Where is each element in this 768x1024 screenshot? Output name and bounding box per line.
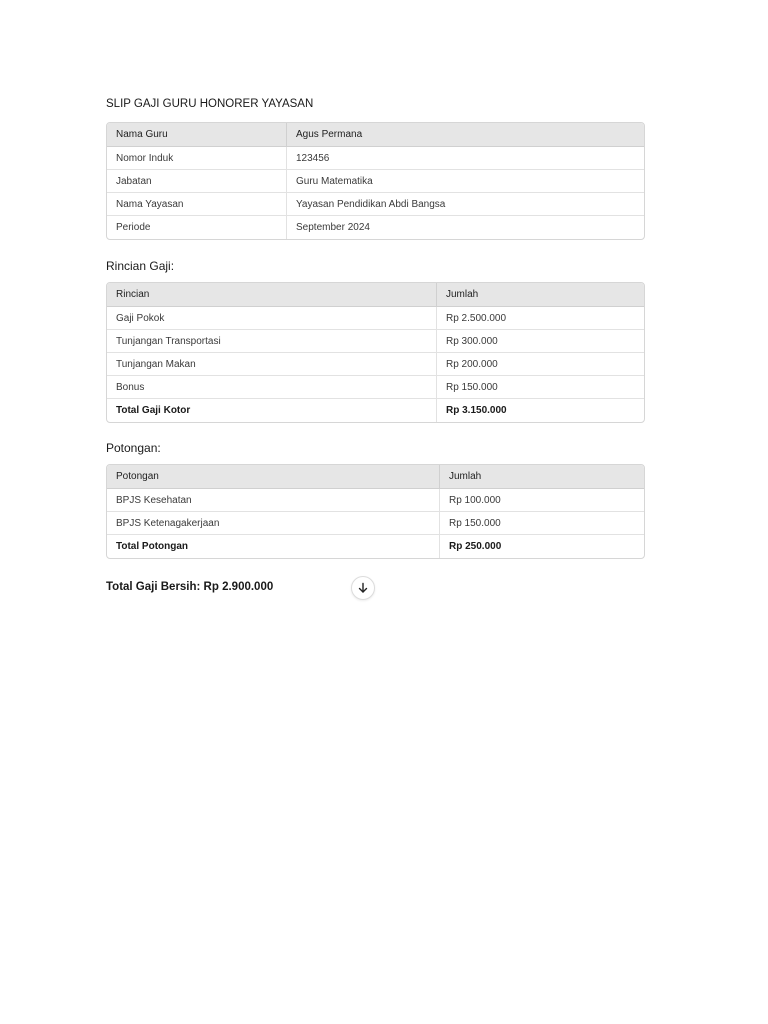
column-header: Jumlah <box>440 465 644 489</box>
footer <box>106 576 645 600</box>
deduction-amount: Rp 100.000 <box>440 489 644 512</box>
item-amount: Rp 150.000 <box>437 376 644 399</box>
info-label: Periode <box>107 216 287 239</box>
info-label: Nama Yayasan <box>107 193 287 216</box>
deduction-label: BPJS Kesehatan <box>107 489 440 512</box>
info-label: Jabatan <box>107 170 287 193</box>
teacher-info-table <box>106 122 645 240</box>
info-header-label: Nama Guru <box>107 123 287 147</box>
item-label: Gaji Pokok <box>107 307 437 330</box>
rincian-section-title: Rincian Gaji: <box>106 259 175 273</box>
column-header: Rincian <box>107 283 437 307</box>
info-header-value: Agus Permana <box>287 123 644 147</box>
info-value: Guru Matematika <box>287 170 644 193</box>
deductions-table <box>106 464 645 559</box>
page-title: SLIP GAJI GURU HONORER YAYASAN <box>106 98 314 110</box>
column-header: Jumlah <box>437 283 644 307</box>
total-row <box>107 399 644 422</box>
item-amount: Rp 2.500.000 <box>437 307 644 330</box>
table-row <box>107 216 644 239</box>
table-row <box>107 353 644 376</box>
table-row <box>107 330 644 353</box>
info-label: Nomor Induk <box>107 147 287 170</box>
arrow-down-icon <box>357 582 369 594</box>
total-row <box>107 535 644 558</box>
info-value: 123456 <box>287 147 644 170</box>
net-salary: Total Gaji Bersih: Rp 2.900.000 <box>106 581 274 593</box>
download-button[interactable] <box>351 576 375 600</box>
table-header-row <box>107 465 644 489</box>
table-row <box>107 307 644 330</box>
item-label: Tunjangan Makan <box>107 353 437 376</box>
potongan-section-title: Potongan: <box>106 441 161 455</box>
table-row <box>107 170 644 193</box>
deduction-label: BPJS Ketenagakerjaan <box>107 512 440 535</box>
table-row <box>107 376 644 399</box>
total-amount: Rp 3.150.000 <box>446 405 507 416</box>
item-label: Tunjangan Transportasi <box>107 330 437 353</box>
total-label: Total Potongan <box>107 535 440 558</box>
salary-details-table <box>106 282 645 423</box>
payslip-document <box>106 96 645 600</box>
column-header: Potongan <box>107 465 440 489</box>
info-value: Yayasan Pendidikan Abdi Bangsa <box>287 193 644 216</box>
table-row <box>107 512 644 535</box>
table-header-row <box>107 283 644 307</box>
table-row <box>107 193 644 216</box>
table-row <box>107 489 644 512</box>
deduction-amount: Rp 150.000 <box>440 512 644 535</box>
total-amount: Rp 250.000 <box>449 541 502 552</box>
item-label: Bonus <box>107 376 437 399</box>
item-amount: Rp 200.000 <box>437 353 644 376</box>
item-amount: Rp 300.000 <box>437 330 644 353</box>
table-row <box>107 147 644 170</box>
table-header-row <box>107 123 644 147</box>
info-value: September 2024 <box>296 222 370 233</box>
total-label: Total Gaji Kotor <box>107 399 437 422</box>
